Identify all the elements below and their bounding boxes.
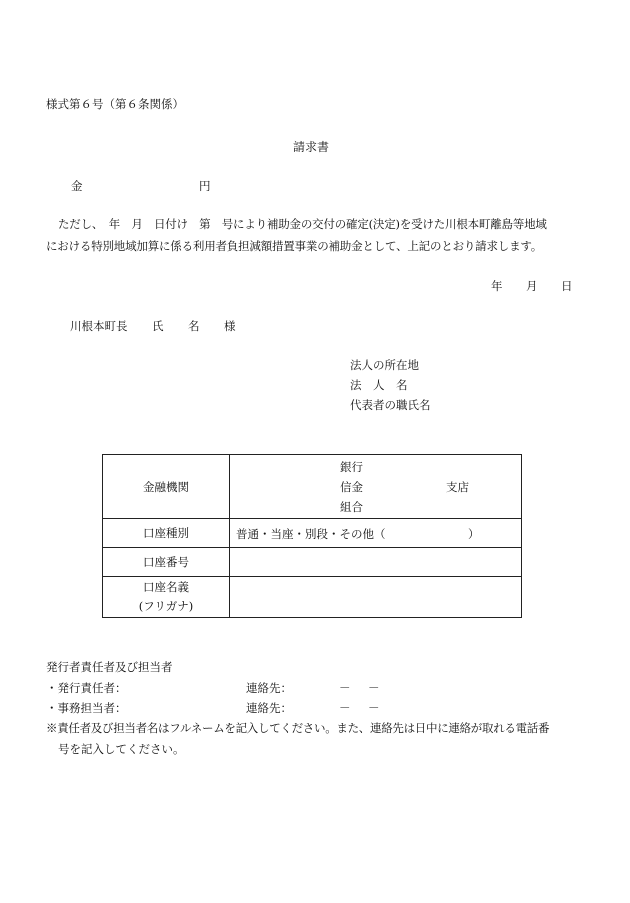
staff-contact-label: 連絡先： [246,701,292,715]
bank-type-shinkin: 信金 [340,479,363,494]
date-day: 日 [561,279,573,293]
note-line-2: 号を記入してください。 [58,742,185,756]
table-row [103,519,522,548]
amount-prefix: 金 [71,179,83,193]
addressee-name-2: 名 [188,319,200,333]
addressee-office: 川根本町長 [70,319,128,333]
table-row [103,577,522,618]
body-text-line-2: における特別地域加算に係る利用者負担減額措置事業の補助金として、上記のとおり請求します。 [46,239,543,253]
responsible-contact-label: 連絡先： [246,681,292,695]
table-row [103,455,522,519]
account-number-label: 口座番号 [103,548,230,577]
issuer-heading: 発行者責任者及び担当者 [46,660,173,674]
applicant-rep-label: 代表者の職氏名 [350,398,431,412]
account-holder-label-main: 口座名義 [143,580,189,594]
staff-contact-dash-2: － [368,701,380,715]
bank-account-table [102,454,522,618]
account-type-cell [230,519,522,548]
responsible-person-label: ・発行責任者： [46,681,127,695]
addressee-name-1: 氏 [152,319,164,333]
bank-type-bank: 銀行 [340,459,363,474]
account-type-close-paren: ） [468,527,480,541]
account-type-label: 口座種別 [103,519,230,548]
applicant-address-label: 法人の所在地 [350,358,419,372]
form-number: 様式第６号（第６条関係） [46,97,184,111]
financial-institution-label: 金融機関 [103,455,230,519]
responsible-contact-dash-1: － [339,681,351,695]
body-text-line-1: ただし、 年 月 日付け 第 号により補助金の交付の確定(決定)を受けた川根本町離島等地域 [58,217,547,231]
account-number-value [230,548,522,577]
responsible-contact-dash-2: － [368,681,380,695]
account-holder-label-furigana: (フリガナ) [138,599,194,613]
applicant-name-label: 法 人 名 [350,378,408,392]
account-holder-label [103,577,230,618]
document-title: 請求書 [293,140,330,154]
staff-contact-dash-1: － [339,701,351,715]
table-row [103,548,522,577]
account-type-options: 普通・当座・別段・その他（ [236,527,386,541]
note-line-1: ※責任者及び担当者名はフルネームを記入してください。また、連絡先は日中に連絡が取れる電話番 [46,721,550,735]
account-holder-value [230,577,522,618]
staff-person-label: ・事務担当者： [46,701,127,715]
financial-institution-cell [230,455,522,519]
amount-unit: 円 [199,179,211,193]
date-year: 年 [491,279,503,293]
branch-label: 支店 [446,480,469,494]
addressee-honorific: 様 [224,319,236,333]
bank-type-kumiai: 組合 [340,499,363,514]
date-month: 月 [526,279,538,293]
